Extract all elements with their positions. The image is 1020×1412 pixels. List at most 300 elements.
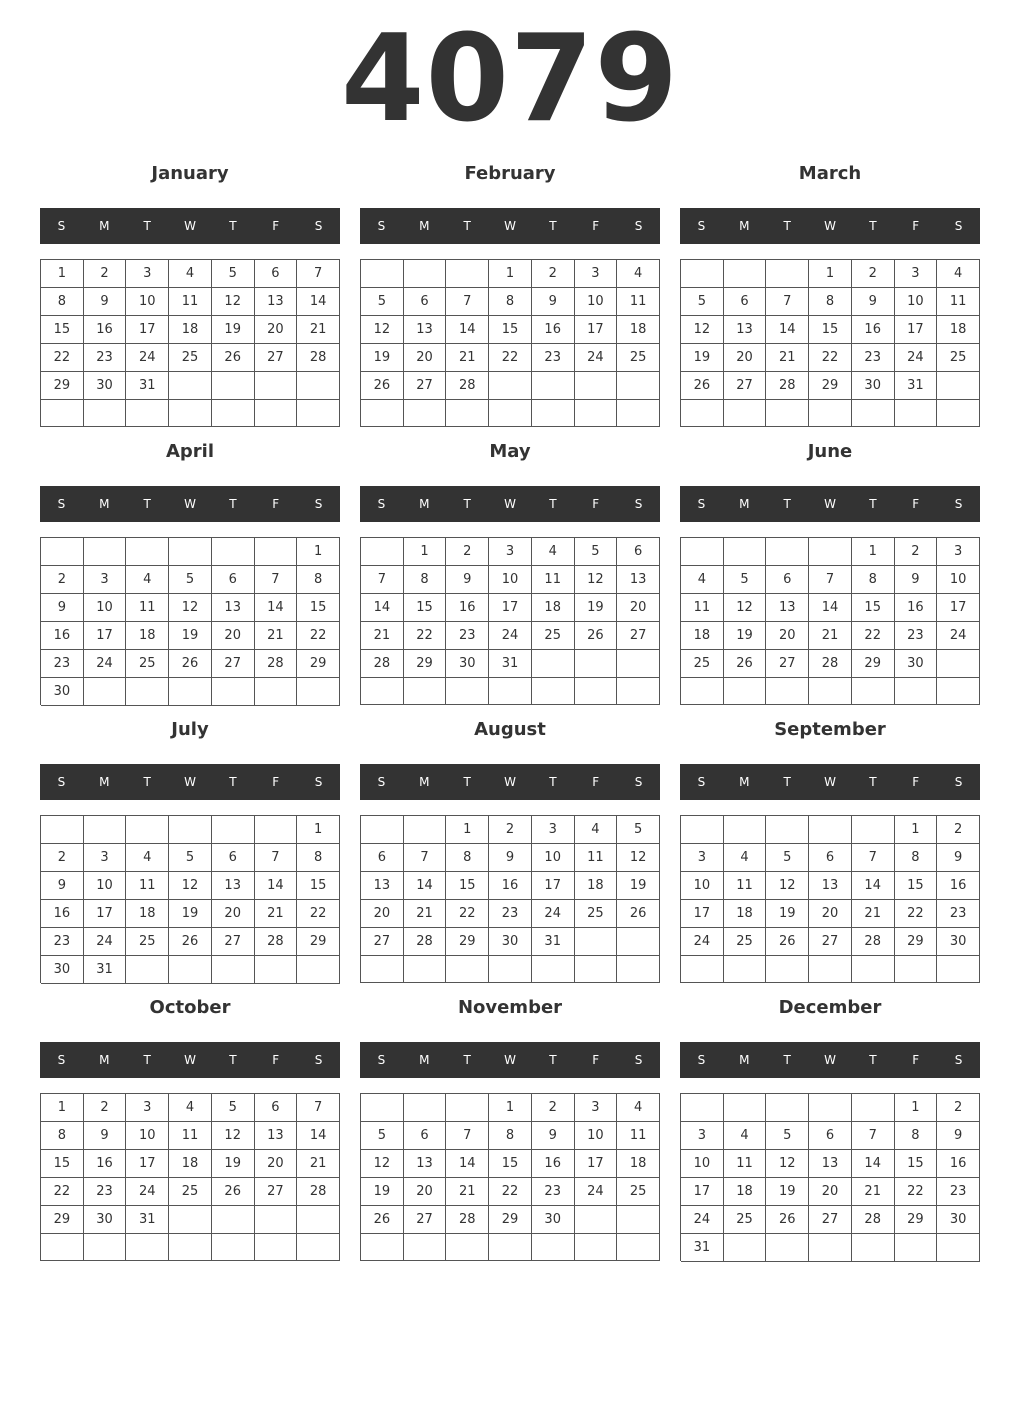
empty-day-cell — [532, 400, 575, 427]
empty-day-cell — [681, 956, 724, 983]
weekday-header — [40, 1042, 340, 1078]
weekday-label: W — [824, 219, 836, 233]
day-cell: 3 — [681, 844, 724, 872]
weekday-label: S — [697, 497, 706, 511]
day-cell: 21 — [852, 900, 895, 928]
day-cell: 18 — [126, 900, 169, 928]
day-cell: 4 — [126, 566, 169, 594]
empty-day-cell — [212, 816, 255, 844]
empty-day-cell — [724, 1234, 767, 1262]
empty-day-cell — [169, 400, 212, 427]
day-grid — [40, 537, 340, 705]
day-cell: 5 — [766, 1122, 809, 1150]
day-cell: 3 — [532, 816, 575, 844]
day-cell: 23 — [937, 1178, 980, 1206]
day-cell: 25 — [617, 344, 660, 372]
day-cell: 12 — [766, 872, 809, 900]
day-cell: 22 — [446, 900, 489, 928]
empty-day-cell — [724, 260, 767, 288]
empty-day-cell — [212, 538, 255, 566]
day-cell: 5 — [681, 288, 724, 316]
weekday-label: T — [869, 1053, 877, 1067]
day-cell: 11 — [126, 594, 169, 622]
weekday-label: W — [184, 1053, 196, 1067]
weekday-header — [40, 208, 340, 244]
day-cell: 27 — [404, 372, 447, 400]
day-cell: 18 — [724, 1178, 767, 1206]
day-cell: 21 — [404, 900, 447, 928]
empty-day-cell — [532, 956, 575, 983]
empty-day-cell — [766, 400, 809, 427]
weekday-label: S — [634, 497, 643, 511]
day-cell: 1 — [852, 538, 895, 566]
day-cell: 14 — [297, 1122, 340, 1150]
empty-day-cell — [255, 538, 298, 566]
weekday-label: S — [697, 1053, 706, 1067]
day-cell: 8 — [404, 566, 447, 594]
day-cell: 3 — [937, 538, 980, 566]
day-cell: 28 — [297, 344, 340, 372]
day-cell: 8 — [489, 1122, 532, 1150]
day-cell: 4 — [532, 538, 575, 566]
day-cell: 2 — [532, 1094, 575, 1122]
day-cell: 27 — [724, 372, 767, 400]
day-cell: 6 — [361, 844, 404, 872]
day-cell: 7 — [361, 566, 404, 594]
empty-day-cell — [126, 678, 169, 706]
weekday-label: S — [314, 775, 323, 789]
day-cell: 14 — [852, 1150, 895, 1178]
month-name: February — [464, 163, 556, 184]
day-grid — [680, 259, 980, 427]
day-cell: 15 — [446, 872, 489, 900]
empty-day-cell — [255, 400, 298, 427]
day-cell: 28 — [852, 928, 895, 956]
empty-day-cell — [297, 678, 340, 706]
empty-day-cell — [895, 1234, 938, 1262]
day-cell: 2 — [41, 566, 84, 594]
empty-day-cell — [766, 1234, 809, 1262]
weekday-label: S — [954, 1053, 963, 1067]
empty-day-cell — [575, 928, 618, 956]
empty-day-cell — [41, 538, 84, 566]
day-cell: 12 — [169, 872, 212, 900]
weekday-label: S — [57, 775, 66, 789]
weekday-label: F — [592, 1053, 600, 1067]
day-cell: 8 — [895, 1122, 938, 1150]
day-cell: 17 — [126, 1150, 169, 1178]
day-cell: 13 — [617, 566, 660, 594]
day-cell: 9 — [852, 288, 895, 316]
day-cell: 21 — [255, 622, 298, 650]
weekday-header — [360, 1042, 660, 1078]
empty-day-cell — [404, 816, 447, 844]
empty-day-cell — [212, 1206, 255, 1234]
day-cell: 10 — [84, 594, 127, 622]
day-cell: 7 — [852, 844, 895, 872]
empty-day-cell — [681, 678, 724, 705]
day-cell: 16 — [84, 316, 127, 344]
day-cell: 6 — [255, 260, 298, 288]
day-cell: 22 — [809, 344, 852, 372]
day-cell: 27 — [617, 622, 660, 650]
empty-day-cell — [212, 372, 255, 400]
day-cell: 7 — [297, 1094, 340, 1122]
day-cell: 16 — [937, 872, 980, 900]
day-cell: 2 — [84, 260, 127, 288]
day-cell: 19 — [617, 872, 660, 900]
day-cell: 24 — [84, 650, 127, 678]
day-cell: 29 — [895, 928, 938, 956]
day-cell: 27 — [809, 1206, 852, 1234]
day-cell: 10 — [895, 288, 938, 316]
day-cell: 6 — [404, 1122, 447, 1150]
day-cell: 5 — [212, 260, 255, 288]
day-cell: 15 — [41, 1150, 84, 1178]
weekday-header — [360, 486, 660, 522]
day-cell: 27 — [255, 1178, 298, 1206]
weekday-label: T — [229, 497, 237, 511]
weekday-label: W — [824, 497, 836, 511]
empty-day-cell — [809, 538, 852, 566]
day-cell: 1 — [297, 538, 340, 566]
day-cell: 9 — [895, 566, 938, 594]
day-cell: 12 — [212, 1122, 255, 1150]
day-cell: 20 — [809, 1178, 852, 1206]
day-cell: 13 — [255, 288, 298, 316]
day-cell: 8 — [41, 1122, 84, 1150]
day-cell: 30 — [895, 650, 938, 678]
weekday-label: T — [783, 775, 791, 789]
empty-day-cell — [766, 1094, 809, 1122]
day-cell: 22 — [895, 900, 938, 928]
day-cell: 27 — [212, 928, 255, 956]
day-cell: 4 — [937, 260, 980, 288]
empty-day-cell — [852, 956, 895, 983]
day-cell: 17 — [489, 594, 532, 622]
empty-day-cell — [404, 260, 447, 288]
empty-day-cell — [404, 956, 447, 983]
day-cell: 22 — [404, 622, 447, 650]
weekday-header — [40, 486, 340, 522]
day-cell: 18 — [681, 622, 724, 650]
day-cell: 25 — [724, 928, 767, 956]
weekday-label: W — [824, 1053, 836, 1067]
weekday-label: M — [739, 775, 750, 789]
day-cell: 24 — [126, 1178, 169, 1206]
empty-day-cell — [766, 678, 809, 705]
empty-day-cell — [126, 400, 169, 427]
day-cell: 26 — [724, 650, 767, 678]
empty-day-cell — [852, 816, 895, 844]
day-cell: 29 — [446, 928, 489, 956]
day-cell: 12 — [361, 1150, 404, 1178]
empty-day-cell — [255, 816, 298, 844]
month-name: July — [171, 719, 209, 740]
weekday-label: T — [143, 775, 151, 789]
day-cell: 25 — [681, 650, 724, 678]
empty-day-cell — [766, 816, 809, 844]
day-cell: 25 — [937, 344, 980, 372]
day-cell: 21 — [852, 1178, 895, 1206]
day-cell: 14 — [446, 316, 489, 344]
weekday-label: T — [869, 219, 877, 233]
weekday-label: W — [504, 497, 516, 511]
weekday-label: S — [377, 219, 386, 233]
day-cell: 9 — [84, 288, 127, 316]
empty-day-cell — [255, 1206, 298, 1234]
empty-day-cell — [852, 400, 895, 427]
day-cell: 15 — [297, 872, 340, 900]
day-cell: 19 — [212, 1150, 255, 1178]
day-cell: 30 — [852, 372, 895, 400]
day-cell: 14 — [852, 872, 895, 900]
empty-day-cell — [404, 400, 447, 427]
weekday-label: S — [634, 1053, 643, 1067]
day-cell: 14 — [255, 872, 298, 900]
empty-day-cell — [255, 678, 298, 706]
empty-day-cell — [41, 1234, 84, 1261]
day-cell: 5 — [575, 538, 618, 566]
day-cell: 10 — [575, 288, 618, 316]
empty-day-cell — [446, 956, 489, 983]
month-name: September — [774, 719, 886, 740]
day-cell: 30 — [532, 1206, 575, 1234]
day-cell: 17 — [84, 622, 127, 650]
day-cell: 19 — [361, 1178, 404, 1206]
day-cell: 9 — [41, 594, 84, 622]
empty-day-cell — [617, 956, 660, 983]
day-cell: 7 — [446, 288, 489, 316]
weekday-label: T — [463, 497, 471, 511]
day-cell: 30 — [84, 1206, 127, 1234]
weekday-label: S — [954, 219, 963, 233]
weekday-label: S — [377, 775, 386, 789]
day-cell: 13 — [361, 872, 404, 900]
weekday-label: F — [912, 219, 920, 233]
empty-day-cell — [617, 400, 660, 427]
month-name: January — [151, 163, 229, 184]
day-cell: 6 — [255, 1094, 298, 1122]
day-cell: 11 — [575, 844, 618, 872]
day-cell: 2 — [489, 816, 532, 844]
weekday-label: S — [954, 775, 963, 789]
day-cell: 1 — [41, 260, 84, 288]
day-cell: 14 — [446, 1150, 489, 1178]
weekday-header — [360, 208, 660, 244]
day-cell: 8 — [895, 844, 938, 872]
day-cell: 21 — [809, 622, 852, 650]
day-cell: 18 — [126, 622, 169, 650]
weekday-label: M — [99, 219, 110, 233]
empty-day-cell — [255, 1234, 298, 1261]
day-grid — [680, 537, 980, 705]
weekday-label: S — [377, 1053, 386, 1067]
day-cell: 2 — [532, 260, 575, 288]
empty-day-cell — [212, 400, 255, 427]
day-cell: 21 — [255, 900, 298, 928]
empty-day-cell — [404, 678, 447, 705]
day-cell: 17 — [126, 316, 169, 344]
weekday-header — [680, 486, 980, 522]
month-name: March — [798, 163, 862, 184]
day-cell: 16 — [532, 1150, 575, 1178]
day-cell: 26 — [361, 1206, 404, 1234]
day-cell: 31 — [489, 650, 532, 678]
weekday-label: F — [272, 775, 280, 789]
day-cell: 8 — [446, 844, 489, 872]
empty-day-cell — [361, 260, 404, 288]
day-cell: 25 — [617, 1178, 660, 1206]
weekday-header — [680, 208, 980, 244]
weekday-label: T — [463, 219, 471, 233]
month-name: June — [807, 441, 853, 462]
day-cell: 21 — [361, 622, 404, 650]
empty-day-cell — [724, 678, 767, 705]
empty-day-cell — [895, 678, 938, 705]
day-cell: 7 — [297, 260, 340, 288]
day-cell: 11 — [681, 594, 724, 622]
empty-day-cell — [617, 678, 660, 705]
empty-day-cell — [681, 1094, 724, 1122]
day-cell: 9 — [446, 566, 489, 594]
day-cell: 30 — [41, 678, 84, 706]
weekday-label: S — [314, 1053, 323, 1067]
empty-day-cell — [575, 1206, 618, 1234]
empty-day-cell — [297, 1234, 340, 1261]
day-cell: 13 — [212, 594, 255, 622]
empty-day-cell — [681, 538, 724, 566]
day-cell: 24 — [575, 1178, 618, 1206]
day-cell: 31 — [84, 956, 127, 984]
empty-day-cell — [169, 956, 212, 984]
weekday-label: S — [314, 219, 323, 233]
day-cell: 20 — [255, 1150, 298, 1178]
day-cell: 28 — [255, 928, 298, 956]
day-cell: 22 — [41, 1178, 84, 1206]
weekday-label: T — [549, 219, 557, 233]
day-cell: 7 — [255, 844, 298, 872]
day-cell: 2 — [41, 844, 84, 872]
day-grid — [360, 259, 660, 427]
day-cell: 30 — [937, 1206, 980, 1234]
empty-day-cell — [617, 650, 660, 678]
empty-day-cell — [724, 956, 767, 983]
empty-day-cell — [126, 816, 169, 844]
day-cell: 17 — [532, 872, 575, 900]
day-grid — [360, 815, 660, 983]
day-cell: 10 — [575, 1122, 618, 1150]
day-cell: 26 — [575, 622, 618, 650]
day-cell: 20 — [212, 622, 255, 650]
weekday-label: T — [229, 775, 237, 789]
day-cell: 8 — [809, 288, 852, 316]
day-cell: 3 — [84, 566, 127, 594]
day-cell: 25 — [169, 1178, 212, 1206]
day-cell: 19 — [575, 594, 618, 622]
day-cell: 10 — [489, 566, 532, 594]
day-cell: 28 — [255, 650, 298, 678]
weekday-label: T — [549, 1053, 557, 1067]
day-cell: 13 — [404, 316, 447, 344]
day-cell: 11 — [937, 288, 980, 316]
day-cell: 10 — [126, 1122, 169, 1150]
day-cell: 20 — [724, 344, 767, 372]
weekday-label: T — [229, 1053, 237, 1067]
day-cell: 6 — [404, 288, 447, 316]
day-cell: 15 — [41, 316, 84, 344]
month-name: April — [165, 441, 215, 462]
empty-day-cell — [84, 678, 127, 706]
day-cell: 16 — [446, 594, 489, 622]
day-cell: 29 — [297, 650, 340, 678]
day-cell: 20 — [212, 900, 255, 928]
day-cell: 1 — [895, 1094, 938, 1122]
empty-day-cell — [809, 678, 852, 705]
empty-day-cell — [937, 1234, 980, 1262]
day-cell: 31 — [126, 1206, 169, 1234]
day-cell: 3 — [84, 844, 127, 872]
day-cell: 18 — [617, 1150, 660, 1178]
day-cell: 23 — [84, 344, 127, 372]
day-cell: 7 — [766, 288, 809, 316]
day-cell: 19 — [724, 622, 767, 650]
day-cell: 10 — [532, 844, 575, 872]
empty-day-cell — [126, 956, 169, 984]
day-cell: 8 — [852, 566, 895, 594]
day-cell: 23 — [41, 928, 84, 956]
day-cell: 15 — [489, 1150, 532, 1178]
day-cell: 10 — [681, 872, 724, 900]
day-grid — [680, 1093, 980, 1261]
day-cell: 18 — [169, 316, 212, 344]
empty-day-cell — [361, 1094, 404, 1122]
empty-day-cell — [489, 1234, 532, 1261]
day-cell: 24 — [532, 900, 575, 928]
empty-day-cell — [852, 1094, 895, 1122]
day-cell: 1 — [489, 1094, 532, 1122]
month-name: December — [778, 997, 882, 1018]
day-cell: 20 — [361, 900, 404, 928]
day-cell: 26 — [766, 928, 809, 956]
day-cell: 9 — [489, 844, 532, 872]
day-cell: 13 — [212, 872, 255, 900]
day-cell: 15 — [404, 594, 447, 622]
day-cell: 5 — [724, 566, 767, 594]
weekday-label: F — [592, 497, 600, 511]
day-cell: 7 — [446, 1122, 489, 1150]
day-cell: 15 — [489, 316, 532, 344]
day-cell: 15 — [809, 316, 852, 344]
empty-day-cell — [724, 538, 767, 566]
empty-day-cell — [895, 956, 938, 983]
day-cell: 12 — [766, 1150, 809, 1178]
day-cell: 24 — [681, 928, 724, 956]
day-cell: 29 — [297, 928, 340, 956]
day-cell: 17 — [895, 316, 938, 344]
empty-day-cell — [617, 1206, 660, 1234]
empty-day-cell — [446, 260, 489, 288]
weekday-label: M — [99, 497, 110, 511]
day-cell: 21 — [297, 1150, 340, 1178]
day-cell: 28 — [404, 928, 447, 956]
day-cell: 29 — [852, 650, 895, 678]
empty-day-cell — [532, 1234, 575, 1261]
day-cell: 26 — [766, 1206, 809, 1234]
day-cell: 15 — [852, 594, 895, 622]
day-cell: 4 — [724, 1122, 767, 1150]
day-cell: 29 — [809, 372, 852, 400]
